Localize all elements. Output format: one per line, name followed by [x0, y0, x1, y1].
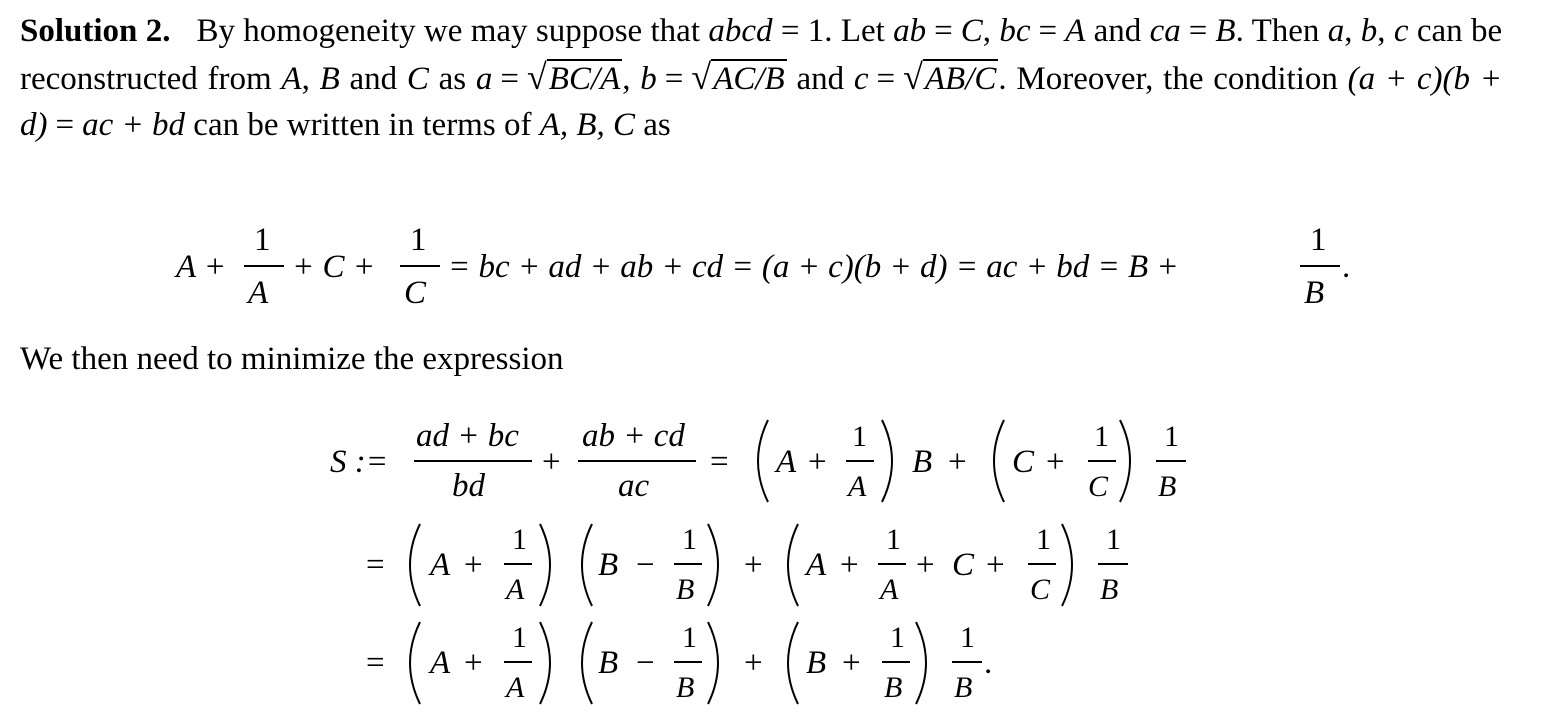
- one: 1: [682, 621, 697, 654]
- text-span: as: [438, 61, 467, 97]
- text-span: and: [1093, 13, 1142, 49]
- left-paren: [410, 622, 420, 704]
- math-b: b: [640, 61, 657, 97]
- right-paren: [882, 420, 892, 502]
- text-span: as: [643, 107, 671, 143]
- plus: +: [542, 444, 561, 480]
- sqrt-radicand: BC/A: [548, 61, 621, 97]
- math-A: A: [281, 61, 302, 97]
- math-B: B: [1215, 13, 1236, 49]
- var-B: B: [1158, 470, 1177, 503]
- plus: +: [986, 547, 1005, 583]
- text-span: Moreover, the condition: [1016, 61, 1338, 97]
- math-C: C: [406, 61, 429, 97]
- eq2-line-2: [366, 523, 1128, 606]
- var-B: B: [598, 645, 619, 681]
- left-paren: [582, 524, 592, 606]
- equals: =: [710, 444, 729, 480]
- right-paren: [708, 524, 718, 606]
- sqrt-radicand: AC/B: [713, 61, 785, 97]
- var-B: B: [676, 573, 695, 606]
- left-paren: [582, 622, 592, 704]
- eq1-term-3: .: [1342, 249, 1351, 285]
- eq1-frac1-num: 1: [410, 222, 427, 258]
- plus: +: [1046, 444, 1065, 480]
- right-paren: [540, 524, 550, 606]
- sqrt-expression: √BC/A: [527, 57, 621, 97]
- var-B: B: [806, 645, 827, 681]
- eq1-term-2: = bc + ad + ab + cd = (a + c)(b + d) = ac + bd = B +: [448, 249, 1179, 285]
- one: 1: [512, 523, 527, 556]
- text-span: can be reconstructed from: [20, 13, 1503, 97]
- text-span: = 1.: [780, 13, 833, 49]
- one: 1: [1106, 523, 1121, 556]
- var-C: C: [1030, 573, 1051, 606]
- right-paren: [540, 622, 550, 704]
- left-paren: [758, 420, 768, 502]
- math-a: a: [475, 61, 493, 97]
- left-paren: [788, 524, 798, 606]
- one: 1: [1164, 420, 1179, 453]
- var-C: C: [1012, 444, 1035, 480]
- var-C: C: [952, 547, 975, 583]
- one: 1: [852, 420, 867, 453]
- right-paren: [708, 622, 718, 704]
- plus: +: [464, 645, 483, 681]
- var-C: C: [1088, 470, 1109, 503]
- plus: +: [840, 547, 859, 583]
- var-A: A: [506, 671, 525, 704]
- math-C: C: [960, 13, 983, 49]
- text-span: By homogeneity we may suppose that: [196, 13, 700, 49]
- one: 1: [1094, 420, 1109, 453]
- one: 1: [682, 523, 697, 556]
- var-B: B: [912, 444, 933, 480]
- sqrt-expression: √AC/B: [691, 57, 785, 97]
- math-abc-list: A, B, C: [539, 107, 636, 143]
- equals: =: [366, 645, 385, 681]
- math-ca: ca: [1149, 13, 1181, 49]
- left-paren: [994, 420, 1004, 502]
- one: 1: [890, 621, 905, 654]
- math-condition-rhs: ac + bd: [82, 107, 186, 143]
- eq2-line-1: [330, 418, 1186, 504]
- plus: +: [808, 444, 827, 480]
- var-A: A: [806, 547, 827, 583]
- math-c: c: [1393, 13, 1409, 49]
- minus: −: [636, 547, 655, 583]
- var-A: A: [430, 645, 451, 681]
- plus: +: [464, 547, 483, 583]
- eq2-line-3: [366, 621, 992, 704]
- var-B: B: [676, 671, 695, 704]
- math-abcd: abcd: [708, 13, 773, 49]
- text-span: Let: [840, 13, 885, 49]
- frac1-den: bd: [452, 468, 485, 504]
- one: 1: [886, 523, 901, 556]
- plus: +: [916, 547, 935, 583]
- math-bc: bc: [999, 13, 1031, 49]
- frac2-den: ac: [618, 468, 650, 504]
- math-ab: ab: [893, 13, 927, 49]
- var-A: A: [880, 573, 899, 606]
- left-paren: [410, 524, 420, 606]
- var-B: B: [1100, 573, 1119, 606]
- plus: +: [744, 547, 763, 583]
- right-paren: [1120, 420, 1130, 502]
- eq1-frac0-num: 1: [254, 222, 271, 258]
- solution-heading: Solution 2.: [20, 13, 171, 49]
- frac1-num: ad + bc: [416, 418, 519, 454]
- math-condition-lhs: (a + c)(b + d): [20, 61, 1503, 143]
- solution-paragraph: Solution 2. By homogeneity we may suppose that abcd = 1. Let ab = C, bc = A and ca = B. Then a, b, c can be reconstructed from A, B and C as a = √BC/A, b = √AC/B and c = √AB/C. Moreover, the condition (a + c)(b + d) = ac + bd can be written in terms of A, B, C as: [20, 13, 1503, 143]
- math-c: c: [853, 61, 869, 97]
- plus: +: [948, 444, 967, 480]
- minimize-sentence: We then need to minimize the expression: [20, 341, 564, 377]
- eq1-term-0: A +: [176, 249, 227, 285]
- var-B: B: [954, 671, 973, 704]
- var-B: B: [598, 547, 619, 583]
- math-b: b: [1360, 13, 1378, 49]
- eq1-frac1-den: C: [404, 275, 427, 311]
- one: 1: [1036, 523, 1051, 556]
- equals: =: [366, 547, 385, 583]
- period: .: [984, 645, 993, 681]
- S-def: S :=: [330, 444, 389, 480]
- text-span: can be written in terms of: [193, 107, 532, 143]
- sqrt-expression: √AB/C: [903, 57, 997, 97]
- text-span: and: [796, 61, 845, 97]
- var-A: A: [776, 444, 797, 480]
- text-span: Then: [1251, 13, 1320, 49]
- one: 1: [512, 621, 527, 654]
- right-paren: [916, 622, 926, 704]
- math-B: B: [319, 61, 340, 97]
- var-A: A: [430, 547, 451, 583]
- right-paren: [1062, 524, 1072, 606]
- sqrt-radicand: AB/C: [924, 61, 997, 97]
- eq1-frac2-num: 1: [1310, 222, 1327, 258]
- eq1-frac0-den: A: [248, 275, 269, 311]
- text-span: and: [349, 61, 398, 97]
- plus: +: [842, 645, 861, 681]
- var-B: B: [884, 671, 903, 704]
- var-A: A: [506, 573, 525, 606]
- left-paren: [788, 622, 798, 704]
- eq1-frac2-den: B: [1304, 275, 1325, 311]
- frac2-num: ab + cd: [582, 418, 685, 454]
- eq1-term-1: + C +: [292, 249, 376, 285]
- var-A: A: [848, 470, 867, 503]
- minus: −: [636, 645, 655, 681]
- math-a: a: [1327, 13, 1345, 49]
- plus: +: [744, 645, 763, 681]
- one: 1: [960, 621, 975, 654]
- math-A: A: [1065, 13, 1086, 49]
